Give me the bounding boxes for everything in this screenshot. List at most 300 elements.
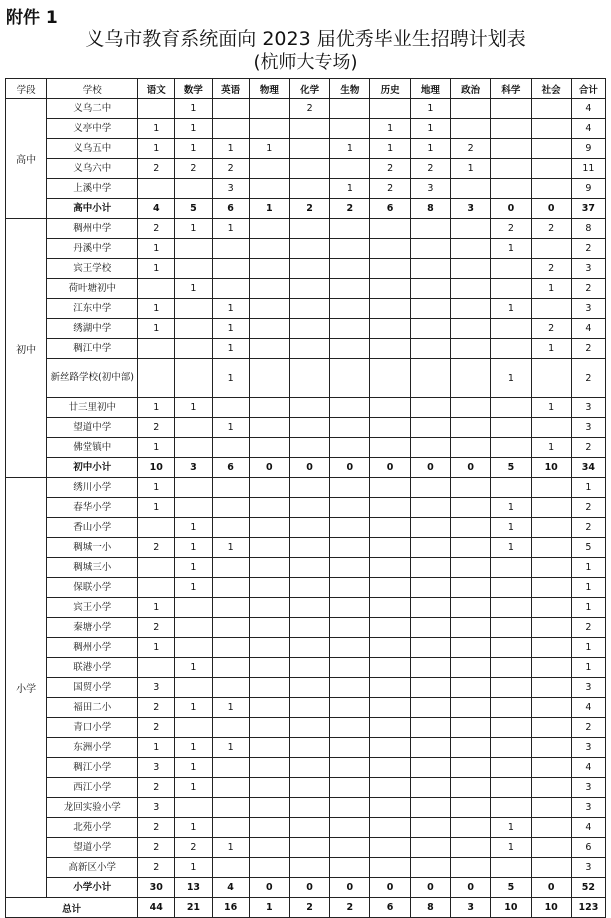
count-cell xyxy=(531,239,571,259)
count-cell xyxy=(410,758,450,778)
count-cell xyxy=(289,618,329,638)
count-cell xyxy=(212,818,249,838)
count-cell xyxy=(451,478,491,498)
table-row xyxy=(6,698,606,718)
count-cell xyxy=(410,558,450,578)
count-cell xyxy=(531,838,571,858)
count-cell xyxy=(330,518,370,538)
count-cell xyxy=(289,119,329,139)
count-cell xyxy=(289,678,329,698)
count-cell xyxy=(410,478,450,498)
count-cell: 2 xyxy=(138,698,175,718)
count-cell: 1 xyxy=(370,119,410,139)
count-cell xyxy=(451,359,491,398)
count-cell xyxy=(249,778,289,798)
count-cell xyxy=(175,798,212,818)
count-cell: 4 xyxy=(571,698,605,718)
count-cell xyxy=(138,279,175,299)
count-cell xyxy=(370,359,410,398)
count-cell xyxy=(451,319,491,339)
count-cell xyxy=(531,498,571,518)
count-cell: 1 xyxy=(571,558,605,578)
count-cell xyxy=(289,398,329,418)
table-row xyxy=(6,319,606,339)
count-cell xyxy=(249,858,289,878)
school-name-cell: 联港小学 xyxy=(47,658,138,678)
table-row xyxy=(6,119,606,139)
total-cell: 2 xyxy=(330,898,370,918)
subtotal-cell: 0 xyxy=(249,878,289,898)
count-cell: 1 xyxy=(571,598,605,618)
count-cell xyxy=(289,578,329,598)
subtotal-cell: 0 xyxy=(370,878,410,898)
subtotal-cell: 0 xyxy=(330,878,370,898)
count-cell: 1 xyxy=(491,538,531,558)
count-cell xyxy=(491,179,531,199)
count-cell xyxy=(249,658,289,678)
school-name-cell: 新丝路学校(初中部) xyxy=(47,359,138,398)
count-cell xyxy=(491,398,531,418)
count-cell xyxy=(451,758,491,778)
header-cell: 化学 xyxy=(289,79,329,99)
count-cell xyxy=(330,99,370,119)
table-row xyxy=(6,838,606,858)
table-row xyxy=(6,678,606,698)
school-name-cell: 福田二小 xyxy=(47,698,138,718)
count-cell xyxy=(289,259,329,279)
count-cell: 4 xyxy=(571,319,605,339)
subtotal-cell: 5 xyxy=(491,878,531,898)
subtotal-row xyxy=(6,878,606,898)
count-cell xyxy=(212,498,249,518)
count-cell xyxy=(531,858,571,878)
count-cell xyxy=(330,438,370,458)
count-cell xyxy=(175,598,212,618)
count-cell xyxy=(212,618,249,638)
count-cell xyxy=(330,758,370,778)
count-cell: 2 xyxy=(138,718,175,738)
school-name-cell: 丹溪中学 xyxy=(47,239,138,259)
count-cell xyxy=(249,119,289,139)
table-row xyxy=(6,718,606,738)
total-cell: 1 xyxy=(249,898,289,918)
count-cell xyxy=(175,678,212,698)
count-cell xyxy=(410,838,450,858)
page-title: 义乌市教育系统面向 2023 届优秀毕业生招聘计划表 xyxy=(85,28,526,50)
count-cell xyxy=(370,299,410,319)
count-cell xyxy=(451,119,491,139)
subtotal-cell: 5 xyxy=(491,458,531,478)
count-cell xyxy=(370,598,410,618)
count-cell: 1 xyxy=(138,239,175,259)
count-cell: 5 xyxy=(571,538,605,558)
count-cell xyxy=(531,99,571,119)
count-cell: 1 xyxy=(531,438,571,458)
count-cell: 2 xyxy=(531,319,571,339)
count-cell xyxy=(531,119,571,139)
subtotal-cell: 0 xyxy=(330,458,370,478)
count-cell xyxy=(175,239,212,259)
count-cell: 9 xyxy=(571,139,605,159)
count-cell xyxy=(249,698,289,718)
count-cell: 2 xyxy=(138,858,175,878)
count-cell xyxy=(249,239,289,259)
header-cell: 数学 xyxy=(175,79,212,99)
count-cell: 1 xyxy=(138,119,175,139)
count-cell xyxy=(370,698,410,718)
count-cell xyxy=(531,798,571,818)
header-cell: 社会 xyxy=(531,79,571,99)
count-cell xyxy=(491,638,531,658)
count-cell: 2 xyxy=(138,418,175,438)
count-cell xyxy=(249,738,289,758)
count-cell xyxy=(330,478,370,498)
count-cell xyxy=(330,398,370,418)
count-cell xyxy=(138,179,175,199)
count-cell: 2 xyxy=(491,219,531,239)
count-cell xyxy=(330,259,370,279)
total-label: 总计 xyxy=(6,898,138,918)
school-name-cell: 秦塘小学 xyxy=(47,618,138,638)
count-cell xyxy=(175,319,212,339)
count-cell xyxy=(249,398,289,418)
count-cell xyxy=(370,718,410,738)
school-name-cell: 江东中学 xyxy=(47,299,138,319)
count-cell xyxy=(289,279,329,299)
count-cell: 1 xyxy=(175,818,212,838)
count-cell: 2 xyxy=(370,179,410,199)
count-cell xyxy=(370,438,410,458)
count-cell: 1 xyxy=(138,398,175,418)
total-cell: 21 xyxy=(175,898,212,918)
count-cell: 1 xyxy=(531,339,571,359)
count-cell xyxy=(249,259,289,279)
count-cell: 1 xyxy=(212,418,249,438)
count-cell: 1 xyxy=(491,518,531,538)
count-cell xyxy=(531,179,571,199)
count-cell xyxy=(531,678,571,698)
school-name-cell: 北苑小学 xyxy=(47,818,138,838)
count-cell xyxy=(370,838,410,858)
count-cell xyxy=(330,618,370,638)
subtotal-cell: 30 xyxy=(138,878,175,898)
count-cell xyxy=(531,818,571,838)
count-cell xyxy=(249,598,289,618)
count-cell xyxy=(212,259,249,279)
count-cell xyxy=(249,159,289,179)
table-row xyxy=(6,159,606,179)
count-cell xyxy=(175,339,212,359)
subtotal-label: 初中小计 xyxy=(47,458,138,478)
school-name-cell: 上溪中学 xyxy=(47,179,138,199)
count-cell xyxy=(289,638,329,658)
count-cell xyxy=(249,438,289,458)
count-cell xyxy=(370,498,410,518)
count-cell xyxy=(175,718,212,738)
count-cell xyxy=(249,798,289,818)
count-cell: 2 xyxy=(571,518,605,538)
count-cell xyxy=(212,398,249,418)
count-cell: 11 xyxy=(571,159,605,179)
page-subtitle: (杭师大专场) xyxy=(253,52,358,73)
recruitment-plan-table xyxy=(5,78,606,918)
count-cell xyxy=(249,319,289,339)
table-row xyxy=(6,239,606,259)
count-cell: 4 xyxy=(571,99,605,119)
count-cell: 2 xyxy=(571,498,605,518)
subtotal-cell: 0 xyxy=(451,458,491,478)
count-cell xyxy=(249,838,289,858)
subtotal-cell: 13 xyxy=(175,878,212,898)
count-cell: 1 xyxy=(175,99,212,119)
count-cell: 1 xyxy=(175,398,212,418)
subtotal-cell: 5 xyxy=(175,199,212,219)
count-cell xyxy=(410,339,450,359)
header-cell: 生物 xyxy=(330,79,370,99)
count-cell xyxy=(175,299,212,319)
header-cell: 科学 xyxy=(491,79,531,99)
count-cell xyxy=(451,678,491,698)
count-cell: 8 xyxy=(571,219,605,239)
count-cell xyxy=(212,598,249,618)
subtotal-cell: 0 xyxy=(410,878,450,898)
count-cell xyxy=(410,279,450,299)
count-cell xyxy=(531,778,571,798)
count-cell: 1 xyxy=(571,578,605,598)
school-name-cell: 东洲小学 xyxy=(47,738,138,758)
count-cell xyxy=(289,478,329,498)
count-cell: 1 xyxy=(212,359,249,398)
total-cell: 2 xyxy=(289,898,329,918)
count-cell xyxy=(138,658,175,678)
count-cell xyxy=(289,598,329,618)
count-cell xyxy=(289,558,329,578)
count-cell: 6 xyxy=(571,838,605,858)
count-cell xyxy=(175,259,212,279)
count-cell: 1 xyxy=(212,219,249,239)
count-cell xyxy=(289,139,329,159)
count-cell xyxy=(491,738,531,758)
count-cell xyxy=(289,818,329,838)
count-cell xyxy=(451,798,491,818)
stage-cell: 小学 xyxy=(6,478,47,898)
count-cell xyxy=(212,119,249,139)
count-cell: 1 xyxy=(138,139,175,159)
school-name-cell: 稠江中学 xyxy=(47,339,138,359)
count-cell xyxy=(410,359,450,398)
total-cell: 44 xyxy=(138,898,175,918)
subtotal-cell: 0 xyxy=(451,878,491,898)
count-cell xyxy=(410,678,450,698)
count-cell xyxy=(370,99,410,119)
count-cell xyxy=(491,718,531,738)
count-cell: 2 xyxy=(138,778,175,798)
count-cell xyxy=(410,578,450,598)
count-cell: 1 xyxy=(175,558,212,578)
count-cell xyxy=(175,498,212,518)
count-cell: 3 xyxy=(410,179,450,199)
header-cell: 物理 xyxy=(249,79,289,99)
count-cell xyxy=(289,359,329,398)
count-cell xyxy=(410,438,450,458)
count-cell xyxy=(491,99,531,119)
count-cell xyxy=(410,638,450,658)
count-cell xyxy=(289,319,329,339)
count-cell xyxy=(212,758,249,778)
count-cell xyxy=(330,279,370,299)
total-cell: 123 xyxy=(571,898,605,918)
subtotal-cell: 0 xyxy=(249,458,289,478)
attachment-label: 附件 1 xyxy=(6,8,58,28)
school-name-cell: 望道小学 xyxy=(47,838,138,858)
count-cell xyxy=(491,778,531,798)
count-cell xyxy=(491,159,531,179)
count-cell xyxy=(491,339,531,359)
school-name-cell: 望道中学 xyxy=(47,418,138,438)
table-row xyxy=(6,858,606,878)
count-cell xyxy=(289,738,329,758)
count-cell: 2 xyxy=(138,159,175,179)
count-cell: 1 xyxy=(212,139,249,159)
table-row xyxy=(6,99,606,119)
count-cell: 2 xyxy=(175,838,212,858)
count-cell: 1 xyxy=(175,578,212,598)
count-cell xyxy=(410,618,450,638)
count-cell xyxy=(531,139,571,159)
count-cell xyxy=(451,299,491,319)
count-cell xyxy=(370,818,410,838)
count-cell: 4 xyxy=(571,818,605,838)
count-cell: 1 xyxy=(138,478,175,498)
subtotal-cell: 0 xyxy=(531,199,571,219)
count-cell xyxy=(249,638,289,658)
count-cell xyxy=(451,838,491,858)
total-cell: 8 xyxy=(410,898,450,918)
count-cell xyxy=(531,299,571,319)
count-cell xyxy=(289,339,329,359)
count-cell: 2 xyxy=(370,159,410,179)
count-cell xyxy=(212,718,249,738)
count-cell xyxy=(451,818,491,838)
count-cell xyxy=(410,219,450,239)
count-cell: 1 xyxy=(175,658,212,678)
count-cell xyxy=(212,778,249,798)
count-cell xyxy=(410,798,450,818)
count-cell xyxy=(370,738,410,758)
count-cell: 2 xyxy=(451,139,491,159)
count-cell xyxy=(491,618,531,638)
count-cell xyxy=(330,638,370,658)
table-row xyxy=(6,139,606,159)
count-cell xyxy=(175,478,212,498)
count-cell xyxy=(212,578,249,598)
count-cell xyxy=(410,738,450,758)
count-cell xyxy=(410,398,450,418)
count-cell: 3 xyxy=(571,738,605,758)
count-cell xyxy=(451,738,491,758)
count-cell xyxy=(289,838,329,858)
count-cell: 1 xyxy=(212,838,249,858)
count-cell xyxy=(138,99,175,119)
count-cell xyxy=(531,359,571,398)
count-cell xyxy=(138,578,175,598)
count-cell xyxy=(330,858,370,878)
count-cell xyxy=(175,418,212,438)
count-cell xyxy=(370,678,410,698)
header-cell: 合计 xyxy=(571,79,605,99)
school-name-cell: 绣湖中学 xyxy=(47,319,138,339)
count-cell xyxy=(491,319,531,339)
count-cell xyxy=(212,478,249,498)
count-cell xyxy=(491,858,531,878)
count-cell xyxy=(370,518,410,538)
count-cell xyxy=(330,578,370,598)
count-cell xyxy=(451,279,491,299)
count-cell xyxy=(491,259,531,279)
count-cell xyxy=(289,438,329,458)
count-cell xyxy=(330,538,370,558)
count-cell xyxy=(289,858,329,878)
count-cell xyxy=(249,339,289,359)
count-cell xyxy=(370,858,410,878)
count-cell: 1 xyxy=(175,119,212,139)
count-cell xyxy=(451,498,491,518)
count-cell xyxy=(531,558,571,578)
count-cell xyxy=(212,438,249,458)
table-row xyxy=(6,618,606,638)
count-cell: 2 xyxy=(571,618,605,638)
subtotal-cell: 34 xyxy=(571,458,605,478)
subtotal-row xyxy=(6,199,606,219)
count-cell xyxy=(370,478,410,498)
subtotal-cell: 8 xyxy=(410,199,450,219)
count-cell xyxy=(531,159,571,179)
count-cell: 1 xyxy=(138,319,175,339)
count-cell: 4 xyxy=(571,119,605,139)
count-cell xyxy=(491,119,531,139)
count-cell xyxy=(175,179,212,199)
count-cell xyxy=(531,658,571,678)
count-cell xyxy=(451,219,491,239)
table-row xyxy=(6,179,606,199)
count-cell xyxy=(531,698,571,718)
count-cell xyxy=(451,418,491,438)
count-cell: 1 xyxy=(175,279,212,299)
count-cell: 2 xyxy=(175,159,212,179)
count-cell xyxy=(451,438,491,458)
count-cell xyxy=(370,578,410,598)
count-cell: 1 xyxy=(571,638,605,658)
table-row xyxy=(6,778,606,798)
count-cell xyxy=(531,478,571,498)
table-row xyxy=(6,798,606,818)
count-cell xyxy=(491,578,531,598)
count-cell xyxy=(531,598,571,618)
subtotal-cell: 4 xyxy=(212,878,249,898)
count-cell xyxy=(330,718,370,738)
count-cell xyxy=(491,558,531,578)
count-cell: 1 xyxy=(175,538,212,558)
table-row xyxy=(6,818,606,838)
subtotal-cell: 1 xyxy=(249,199,289,219)
count-cell: 1 xyxy=(138,638,175,658)
count-cell xyxy=(138,359,175,398)
count-cell: 2 xyxy=(138,219,175,239)
count-cell: 1 xyxy=(491,818,531,838)
count-cell: 3 xyxy=(138,678,175,698)
count-cell xyxy=(289,219,329,239)
count-cell: 1 xyxy=(175,758,212,778)
